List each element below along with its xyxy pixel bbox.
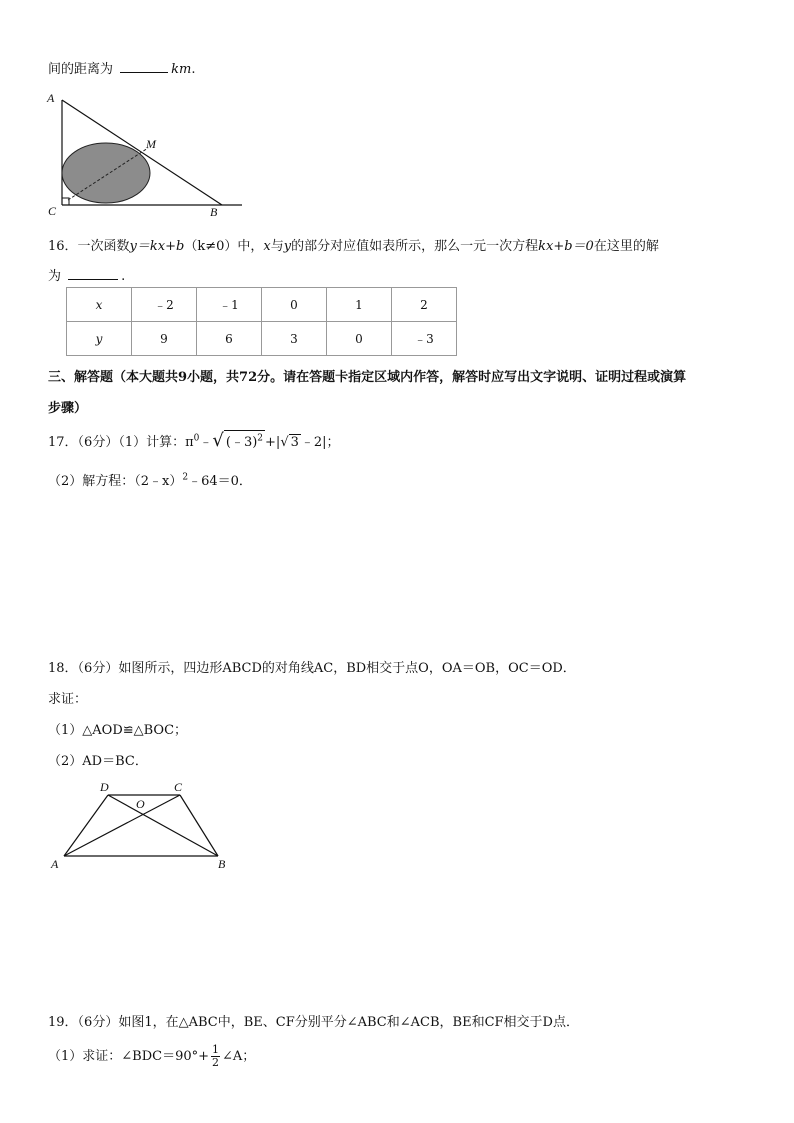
- label-a: A: [51, 857, 59, 871]
- ellipse-lake: [62, 143, 150, 203]
- right-angle-mark: [62, 198, 69, 205]
- table-cell: 3: [262, 322, 327, 356]
- segment-bc: [180, 795, 218, 856]
- table-cell: 1: [327, 288, 392, 322]
- label-d: D: [100, 780, 109, 794]
- fraction-half: $\frac{1}{2}$: [212, 1043, 220, 1069]
- segment-ad: [64, 795, 108, 856]
- label-a: A: [47, 91, 55, 105]
- table-cell: 0: [327, 322, 392, 356]
- section-heading: 三、解答题（本大题共9小题，共72分。请在答题卡指定区域内作答，解答时应写出文字说明、证明过程或演算: [48, 370, 687, 385]
- table-cell: 0: [262, 288, 327, 322]
- q19-line2: （1）求证：∠BDC＝90°+ $\frac{1}{2}$ ∠A；: [48, 1043, 256, 1069]
- answer-blank: [120, 60, 168, 73]
- label-m: M: [146, 137, 156, 151]
- q18-line3: （1）△AOD≌△BOC；: [48, 723, 188, 738]
- q17-part2: （2）解方程：（2﹣x）$^2$﹣64＝0．: [48, 472, 252, 489]
- table-row: [67, 322, 457, 356]
- table-row: [67, 288, 457, 322]
- q19-line1: 19．（6分）如图1，在△ABC中，BE、CF分别平分∠ABC和∠ACB，BE和CF相交于D点．: [48, 1015, 579, 1030]
- q16-line2: 为 .: [48, 269, 126, 284]
- q16-line1: 16．一次函数y＝kx+b（k≠0）中，x与y的部分对应值如表所示，那么一元一次方程kx+b＝0在这里的解: [48, 239, 659, 254]
- q18-line1: 18．（6分）如图所示，四边形ABCD的对角线AC，BD相交于点O，OA＝OB，OC＝OD．: [48, 661, 576, 676]
- label-c: C: [48, 204, 57, 218]
- label-b: B: [210, 205, 218, 219]
- table-cell: y: [67, 322, 132, 356]
- q17-part1: 17．（6分）（1）计算：$\pi^0﹣√$ (﹣3)$^2$ +|√ 3 ﹣2|；: [48, 430, 340, 451]
- label-b: B: [218, 857, 226, 871]
- q15-tail-line: 间的距离为 km.: [48, 62, 196, 77]
- figure-triangle-ellipse: [44, 88, 249, 220]
- label-c: C: [174, 780, 183, 794]
- figure-trapezoid: [46, 778, 236, 874]
- value-table: [66, 287, 457, 356]
- table-cell: ﹣3: [392, 322, 457, 356]
- answer-blank: [68, 267, 118, 280]
- label-o: O: [136, 797, 145, 811]
- table-cell: 9: [132, 322, 197, 356]
- q18-line2: 求证：: [48, 692, 88, 707]
- table-cell: 6: [197, 322, 262, 356]
- q18-line4: （2）AD＝BC．: [48, 754, 148, 769]
- table-cell: x: [67, 288, 132, 322]
- table-cell: 2: [392, 288, 457, 322]
- table-cell: ﹣2: [132, 288, 197, 322]
- table-cell: ﹣1: [197, 288, 262, 322]
- section-heading-cont: 步骤）: [48, 401, 88, 416]
